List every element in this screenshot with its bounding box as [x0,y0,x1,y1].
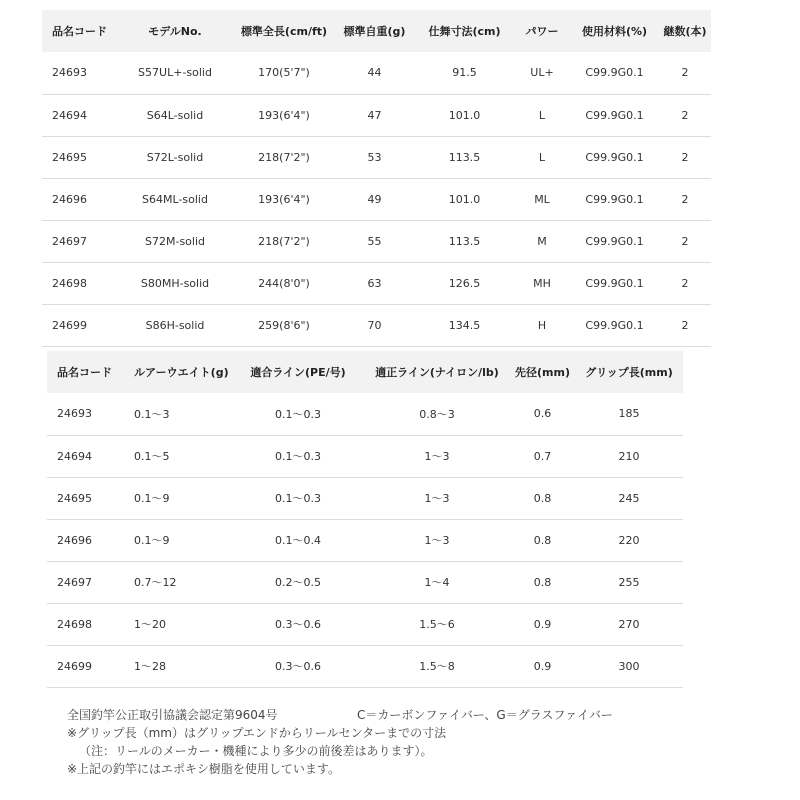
lines-table-header-2: 適合ライン(PE/号) [232,351,364,393]
table-cell: 24694 [47,435,122,477]
table-cell: 0.1〜0.3 [232,393,364,435]
table-cell: 2 [659,94,711,136]
table-cell: 0.8 [510,561,575,603]
table-cell: 0.1〜0.4 [232,519,364,561]
table-cell: 24699 [42,304,116,346]
table-row [42,52,711,94]
table-cell: 134.5 [415,304,514,346]
reel-variance-note: （注：リールのメーカー・機種により多少の前後差はあります）。 [79,744,433,758]
table-cell: 218(7'2") [234,220,334,262]
lines-table-header-5: グリップ長(mm) [575,351,683,393]
specs-table-header-4: 仕舞寸法(cm) [415,10,514,52]
table-cell: 24697 [42,220,116,262]
table-row [47,435,683,477]
table-cell: 1〜4 [364,561,510,603]
table-cell: S64L-solid [116,94,234,136]
specs-table-header-1: モデルNo. [116,10,234,52]
certification-note: 全国釣竿公正取引協議会認定第9604号 [67,708,278,722]
table-cell: 101.0 [415,94,514,136]
epoxy-note: ※上記の釣竿にはエポキシ樹脂を使用しています。 [67,762,340,776]
table-cell: C99.9G0.1 [570,94,659,136]
table-cell: 24695 [47,477,122,519]
table-cell: S64ML-solid [116,178,234,220]
table-cell: 2 [659,220,711,262]
table-cell: 101.0 [415,178,514,220]
material-legend: C＝カーボンファイバー、G＝グラスファイバー [357,708,613,722]
table-cell: 0.6 [510,393,575,435]
lines-table-header-3: 適正ライン(ナイロン/lb) [364,351,510,393]
table-cell: 1〜28 [122,645,232,687]
specs-table-header-5: パワー [514,10,570,52]
table-cell: H [514,304,570,346]
table-cell: S80MH-solid [116,262,234,304]
table-cell: 0.1〜9 [122,477,232,519]
table-cell: M [514,220,570,262]
table-cell: 24694 [42,94,116,136]
table-cell: 24693 [42,52,116,94]
specs-table [42,10,711,347]
table-row [47,603,683,645]
table-cell: 0.3〜0.6 [232,603,364,645]
table-row [47,645,683,687]
table-cell: 24696 [47,519,122,561]
lines-table-header-4: 先径(mm) [510,351,575,393]
specs-table-header-2: 標準全長(cm/ft) [234,10,334,52]
table-cell: 126.5 [415,262,514,304]
table-cell: C99.9G0.1 [570,304,659,346]
table-cell: S72L-solid [116,136,234,178]
table-cell: 1〜3 [364,435,510,477]
table-cell: 24693 [47,393,122,435]
table-cell: 2 [659,262,711,304]
table-cell: 0.7〜12 [122,561,232,603]
table-row [47,477,683,519]
table-cell: 24699 [47,645,122,687]
table-cell: ML [514,178,570,220]
table-cell: 0.8〜3 [364,393,510,435]
table-cell: 193(6'4") [234,178,334,220]
table-cell: 55 [334,220,415,262]
table-cell: 244(8'0") [234,262,334,304]
table-cell: 24697 [47,561,122,603]
table-cell: L [514,136,570,178]
table-cell: 24698 [47,603,122,645]
table-cell: 0.7 [510,435,575,477]
lines-table-header-0: 品名コード [47,351,122,393]
table-row [42,304,711,346]
table-row [47,519,683,561]
table-cell: 210 [575,435,683,477]
table-cell: C99.9G0.1 [570,220,659,262]
specs-table-header-7: 継数(本) [659,10,711,52]
table-cell: 113.5 [415,220,514,262]
table-row [42,136,711,178]
table-cell: 47 [334,94,415,136]
table-row [42,94,711,136]
specs-table-header-3: 標準自重(g) [334,10,415,52]
table-cell: 1〜3 [364,519,510,561]
table-cell: C99.9G0.1 [570,52,659,94]
table-cell: 2 [659,136,711,178]
table-row [42,220,711,262]
table-cell: S72M-solid [116,220,234,262]
lines-table-header-1: ルアーウエイト(g) [122,351,232,393]
table-cell: 63 [334,262,415,304]
table-cell: 0.1〜9 [122,519,232,561]
table-cell: S57UL+-solid [116,52,234,94]
table-cell: 1.5〜8 [364,645,510,687]
lines-header-row [47,351,683,393]
table-cell: 193(6'4") [234,94,334,136]
table-cell: S86H-solid [116,304,234,346]
table-row [47,561,683,603]
table-cell: MH [514,262,570,304]
table-cell: 245 [575,477,683,519]
table-cell: 220 [575,519,683,561]
table-cell: 270 [575,603,683,645]
table-cell: 0.1〜0.3 [232,477,364,519]
lines-table [47,351,683,688]
table-cell: 49 [334,178,415,220]
table-cell: 44 [334,52,415,94]
table-row [42,178,711,220]
table-cell: 0.2〜0.5 [232,561,364,603]
table-cell: 300 [575,645,683,687]
specs-header-row [42,10,711,52]
table-cell: 0.8 [510,519,575,561]
table-cell: 2 [659,304,711,346]
table-row [47,393,683,435]
table-cell: 0.9 [510,645,575,687]
table-cell: C99.9G0.1 [570,136,659,178]
specs-table-header-0: 品名コード [42,10,116,52]
table-cell: 24698 [42,262,116,304]
table-cell: 0.1〜3 [122,393,232,435]
specs-table-header-6: 使用材料(%) [570,10,659,52]
table-cell: 0.3〜0.6 [232,645,364,687]
table-cell: 185 [575,393,683,435]
table-cell: 0.9 [510,603,575,645]
table-cell: C99.9G0.1 [570,178,659,220]
table-cell: 0.1〜0.3 [232,435,364,477]
table-cell: 255 [575,561,683,603]
table-row [42,262,711,304]
table-cell: 218(7'2") [234,136,334,178]
table-cell: 0.8 [510,477,575,519]
table-cell: 1〜20 [122,603,232,645]
grip-length-note: ※グリップ長（mm）はグリップエンドからリールセンターまでの寸法 [67,726,447,740]
table-cell: 2 [659,52,711,94]
table-cell: L [514,94,570,136]
table-cell: 1〜3 [364,477,510,519]
table-cell: 24695 [42,136,116,178]
table-cell: 2 [659,178,711,220]
table-cell: 70 [334,304,415,346]
table-cell: 91.5 [415,52,514,94]
table-cell: 113.5 [415,136,514,178]
table-cell: 259(8'6") [234,304,334,346]
table-cell: 24696 [42,178,116,220]
table-cell: 1.5〜6 [364,603,510,645]
table-cell: UL+ [514,52,570,94]
table-cell: 0.1〜5 [122,435,232,477]
table-cell: 170(5'7") [234,52,334,94]
table-cell: 53 [334,136,415,178]
table-cell: C99.9G0.1 [570,262,659,304]
